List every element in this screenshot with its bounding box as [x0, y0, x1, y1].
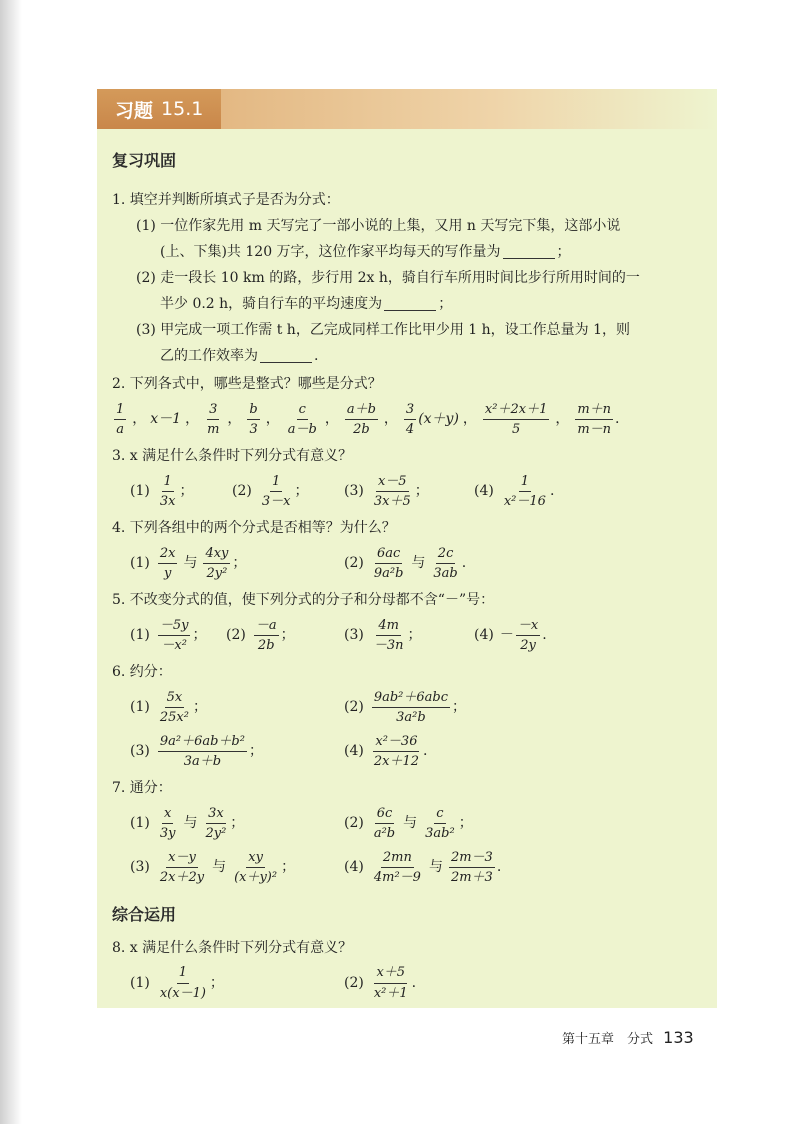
- denominator: 3ab: [433, 566, 458, 582]
- fraction: [372, 689, 450, 727]
- conjunction: 与: [403, 815, 418, 832]
- fraction: [345, 401, 378, 439]
- q7-stem: [112, 776, 712, 802]
- numerator: 1: [177, 964, 189, 984]
- numerator: x²－36: [373, 733, 419, 753]
- fraction: [516, 617, 540, 655]
- q4-items: [112, 542, 712, 586]
- denominator: 3x: [159, 494, 176, 510]
- denominator: 9a²b: [373, 566, 404, 582]
- exercise-content: [112, 150, 712, 1005]
- fraction: [203, 805, 228, 843]
- q4-item-1: (1) $\frac{2x}{y}$ 与 $\frac{4xy}{\text{2y²}}$ ；: [130, 545, 247, 582]
- fraction: [483, 401, 549, 439]
- q1-part2-line1: [112, 266, 712, 292]
- q1-p2b: 半少 0.2 h，骑自行车的平均速度为: [160, 296, 383, 313]
- numerator: －a: [254, 617, 279, 637]
- fraction: [423, 805, 457, 843]
- q3-items: [112, 470, 712, 514]
- numerator: 2x: [158, 545, 178, 565]
- q6-stem: [112, 660, 712, 686]
- q8-stem: [112, 935, 712, 961]
- q3-item-3: (3) $\frac{x-5}{3x+5}$ ；: [344, 473, 429, 510]
- numerator: 6ac: [375, 545, 402, 565]
- fraction: [203, 545, 230, 583]
- q7-item-4: (4) $\frac{2mn}{\text{4m²－9}}$ 与 $\frac{2m-3}{2m+3}$ .: [344, 849, 502, 886]
- q1-p3a: (3) 甲完成一项工作需 t h，乙完成同样工作比甲少用 1 h，设工作总量为 1，则: [136, 322, 631, 339]
- fraction: [372, 964, 410, 1002]
- fraction: [247, 401, 259, 439]
- q1-p3b: 乙的工作效率为: [160, 348, 258, 365]
- q1-part2-line2: 半少 0.2 h，骑自行车的平均速度为 ；: [160, 296, 453, 313]
- fraction: [372, 805, 397, 843]
- fraction: [158, 617, 191, 655]
- exercise-header: [97, 89, 717, 129]
- numerator: 2c: [436, 545, 456, 565]
- header-fade: [221, 89, 717, 129]
- q2-expressions: $\frac{1}{a}$ ， x－1 ， $\frac{3}{m}$ ， $\frac{b}{3}$ ， $\frac{c}{a-b}$ ， $\frac{a+b}{2b}$ ， $\frac{3}{4}$ (x＋y) ， $\frac{\text{x²＋2x＋1}}{5}$ ， $\frac{m+n}{m-n}$ .: [116, 401, 620, 438]
- item-label: (2): [344, 699, 364, 716]
- q1-part3-line2: 乙的工作效率为 .: [160, 348, 319, 365]
- fraction: [232, 849, 279, 887]
- fraction: [158, 849, 206, 887]
- item-label: (4): [344, 859, 364, 876]
- numerator: 4xy: [203, 545, 230, 565]
- q1-p1b: (上、下集)共 120 万字，这位作家平均每天的写作量为: [160, 244, 501, 261]
- q1-p2a: (2) 走一段长 10 km 的路，步行用 2x h，骑自行车所用时间比步行所用时间的一: [136, 270, 640, 287]
- expression: x－1: [150, 411, 182, 428]
- q1-stem-text: 1. 填空并判断所填式子是否为分式：: [112, 192, 340, 209]
- denominator: a: [116, 422, 125, 438]
- q8-item-1: (1) $\frac{1}{x(x-1)}$ ；: [130, 965, 224, 1001]
- fraction: [372, 617, 406, 655]
- denominator: 2y²: [205, 826, 227, 842]
- denominator: y: [163, 566, 172, 582]
- q7-item-3: (3) $\frac{x-y}{2x+2y}$ 与 $\frac{xy}{\text{(x＋y)²}}$ ；: [130, 849, 296, 886]
- denominator: 2b: [257, 638, 275, 654]
- q3-stem: [112, 444, 712, 470]
- fraction: [114, 401, 126, 439]
- q1-part1-line1: [112, 214, 712, 240]
- denominator: 2x＋12: [373, 754, 419, 770]
- denominator: a²b: [373, 826, 396, 842]
- fraction: [158, 805, 178, 843]
- fraction: [449, 849, 495, 887]
- q7-item-1: (1) $\frac{x}{3y}$ 与 $\frac{3x}{\text{2y²}}$ ；: [130, 805, 245, 842]
- q5-item-3: (3) $\frac{4m}{-3n}$ ；: [344, 617, 422, 654]
- minus-sign: －: [499, 627, 514, 644]
- answer-blank[interactable]: [384, 298, 436, 311]
- q3-item-2: (2) $\frac{1}{3-x}$ ；: [232, 473, 309, 510]
- item-label: (1): [130, 555, 150, 572]
- expression: (x＋y): [418, 411, 459, 428]
- denominator: 3a²b: [396, 710, 426, 726]
- numerator: x－5: [376, 473, 409, 493]
- item-label: (3): [130, 859, 150, 876]
- fraction: [372, 545, 406, 583]
- fraction: [286, 401, 319, 439]
- fraction: [254, 617, 279, 655]
- denominator: 3ab²: [425, 826, 455, 842]
- denominator: 3y: [159, 826, 176, 842]
- q3-stem-text: 3. x 满足什么条件时下列分式有意义？: [112, 448, 353, 465]
- item-label: (3): [344, 483, 364, 500]
- numerator: －x: [516, 617, 540, 637]
- fraction: [158, 689, 191, 727]
- exercise-title: 习题: [115, 99, 154, 122]
- denominator: m－n: [577, 422, 612, 438]
- numerator: －5y: [158, 617, 191, 637]
- denominator: 4: [405, 422, 415, 438]
- numerator: m＋n: [575, 401, 613, 421]
- numerator: 1: [270, 473, 282, 493]
- fraction: [431, 545, 459, 583]
- fraction: [205, 401, 221, 439]
- item-label: (2): [344, 815, 364, 832]
- fraction: [372, 733, 421, 771]
- denominator: －x²: [161, 638, 187, 654]
- page-number: 133: [663, 1028, 694, 1047]
- q1-part3-line1: [112, 318, 712, 344]
- denominator: 3x＋5: [373, 494, 411, 510]
- q8-items: [112, 961, 712, 1005]
- denominator: (x＋y)²: [234, 870, 278, 886]
- denominator: x(x－1): [159, 985, 206, 1001]
- conjunction: 与: [212, 859, 227, 876]
- q6-row1: [112, 686, 712, 730]
- fraction: [158, 545, 178, 583]
- item-label: (1): [130, 483, 150, 500]
- numerator: 1: [162, 473, 174, 493]
- numerator: x＋5: [374, 964, 407, 984]
- denominator: 5: [511, 422, 521, 438]
- numerator: 4m: [376, 617, 401, 637]
- denominator: －3n: [373, 638, 404, 654]
- numerator: b: [247, 401, 259, 421]
- denominator: 2x＋2y: [159, 870, 205, 886]
- conjunction: 与: [411, 555, 426, 572]
- numerator: 9a²＋6ab＋b²: [158, 733, 247, 753]
- item-label: (1): [130, 627, 150, 644]
- denominator: 3: [249, 422, 258, 438]
- item-label: (1): [130, 974, 150, 991]
- binding-edge: [0, 0, 22, 1124]
- q7-item-2: (2) $\frac{6c}{\text{a²b}}$ 与 $\frac{c}{\text{3ab²}}$ ；: [344, 805, 473, 842]
- denominator: 4m²－9: [373, 870, 421, 886]
- numerator: a＋b: [345, 401, 378, 421]
- item-label: (4): [474, 483, 494, 500]
- q1-part1-line2: (上、下集)共 120 万字，这位作家平均每天的写作量为 ；: [160, 244, 571, 261]
- item-label: (3): [130, 743, 150, 760]
- fraction: [372, 473, 413, 511]
- q3-item-1: (1) $\frac{1}{3x}$ ；: [130, 473, 194, 510]
- q6-item-2: (2) $\frac{\text{9ab²＋6abc}}{\text{3a²b}}$ ；: [344, 689, 467, 726]
- section-application: 综合运用: [112, 904, 177, 924]
- denominator: 3a＋b: [183, 754, 222, 770]
- q5-item-4: (4) － $\frac{-x}{2y}$ .: [474, 617, 547, 654]
- q5-items: [112, 614, 712, 658]
- q4-stem: [112, 516, 712, 542]
- page-footer: [562, 1028, 694, 1047]
- item-label: (2): [344, 974, 364, 991]
- fraction: [404, 401, 416, 439]
- q3-item-4: (4) $\frac{1}{\text{x²－16}}$ .: [474, 473, 555, 510]
- fraction: [158, 964, 208, 1002]
- section-review: 复习巩固: [112, 151, 177, 170]
- q4-stem-text: 4. 下列各组中的两个分式是否相等？为什么？: [112, 520, 396, 537]
- q5-stem: [112, 588, 712, 614]
- item-label: (3): [344, 627, 364, 644]
- fraction: [158, 473, 178, 511]
- numerator: x: [162, 805, 173, 825]
- q8-stem-text: 8. x 满足什么条件时下列分式有意义？: [112, 939, 353, 956]
- numerator: xy: [246, 849, 265, 869]
- item-label: (1): [130, 815, 150, 832]
- numerator: 3x: [206, 805, 226, 825]
- q6-item-1: (1) $\frac{5x}{\text{25x²}}$ ；: [130, 689, 207, 726]
- denominator: 3－x: [261, 494, 291, 510]
- q5-item-1: (1) $\frac{-5y}{\text{－x²}}$ ；: [130, 617, 207, 654]
- q1-p1a: (1) 一位作家先用 m 天写完了一部小说的上集，又用 n 天写完下集，这部小说: [136, 218, 621, 235]
- numerator: 5x: [165, 689, 185, 709]
- numerator: x－y: [166, 849, 198, 869]
- q6-stem-text: 6. 约分：: [112, 664, 172, 681]
- item-label: (2): [226, 627, 246, 644]
- numerator: 1: [519, 473, 531, 493]
- q2-stem: [112, 372, 712, 398]
- numerator: 2m－3: [449, 849, 495, 869]
- item-label: (4): [344, 743, 364, 760]
- item-label: (2): [344, 555, 364, 572]
- exercise-number: 15.1: [161, 98, 204, 120]
- numerator: 3: [404, 401, 416, 421]
- denominator: 2b: [353, 422, 370, 438]
- numerator: 2mn: [381, 849, 414, 869]
- q6-item-3: (3) $\frac{\text{9a²＋6ab＋b²}}{3a+b}$ ；: [130, 733, 263, 770]
- q7-stem-text: 7. 通分：: [112, 780, 172, 797]
- fraction: [372, 849, 423, 887]
- denominator: 2y²: [206, 566, 228, 582]
- numerator: 6c: [375, 805, 395, 825]
- chapter-label: 第十五章 分式: [562, 1032, 654, 1047]
- answer-blank[interactable]: [260, 350, 312, 363]
- q7-row1: [112, 802, 712, 846]
- q5-stem-text: 5. 不改变分式的值，使下列分式的分子和分母都不含“－”号：: [112, 592, 495, 609]
- q4-item-2: (2) $\frac{6ac}{\text{9a²b}}$ 与 $\frac{2c}{3ab}$ .: [344, 545, 467, 582]
- numerator: c: [434, 805, 445, 825]
- exercise-tab: [97, 89, 221, 129]
- numerator: c: [297, 401, 308, 421]
- q6-row2: [112, 730, 712, 774]
- item-label: (2): [232, 483, 252, 500]
- denominator: x²－16: [503, 494, 546, 510]
- denominator: 2m＋3: [450, 870, 493, 886]
- q6-item-4: (4) $\frac{\text{x²－36}}{2x+12}$ .: [344, 733, 428, 770]
- q2-stem-text: 2. 下列各式中，哪些是整式？哪些是分式？: [112, 376, 382, 393]
- denominator: 25x²: [159, 710, 189, 726]
- denominator: 2y: [520, 638, 536, 654]
- fraction: [575, 401, 613, 439]
- numerator: 9ab²＋6abc: [372, 689, 450, 709]
- answer-blank[interactable]: [503, 246, 555, 259]
- fraction: [260, 473, 293, 511]
- item-label: (4): [474, 627, 494, 644]
- denominator: x²＋1: [373, 985, 408, 1001]
- conjunction: 与: [428, 859, 443, 876]
- q8-item-2: (2) $\frac{x+5}{\text{x²＋1}}$ .: [344, 965, 417, 1001]
- denominator: a－b: [287, 422, 317, 438]
- numerator: 1: [114, 401, 126, 421]
- fraction: [158, 733, 247, 771]
- numerator: 3: [207, 401, 219, 421]
- conjunction: 与: [183, 555, 198, 572]
- fraction: [502, 473, 548, 511]
- q7-row2: [112, 846, 712, 890]
- q5-item-2: (2) $\frac{-a}{2b}$ ；: [226, 617, 295, 654]
- numerator: x²＋2x＋1: [483, 401, 549, 421]
- item-label: (1): [130, 699, 150, 716]
- q1-stem: [112, 188, 712, 214]
- denominator: m: [207, 422, 220, 438]
- conjunction: 与: [183, 815, 198, 832]
